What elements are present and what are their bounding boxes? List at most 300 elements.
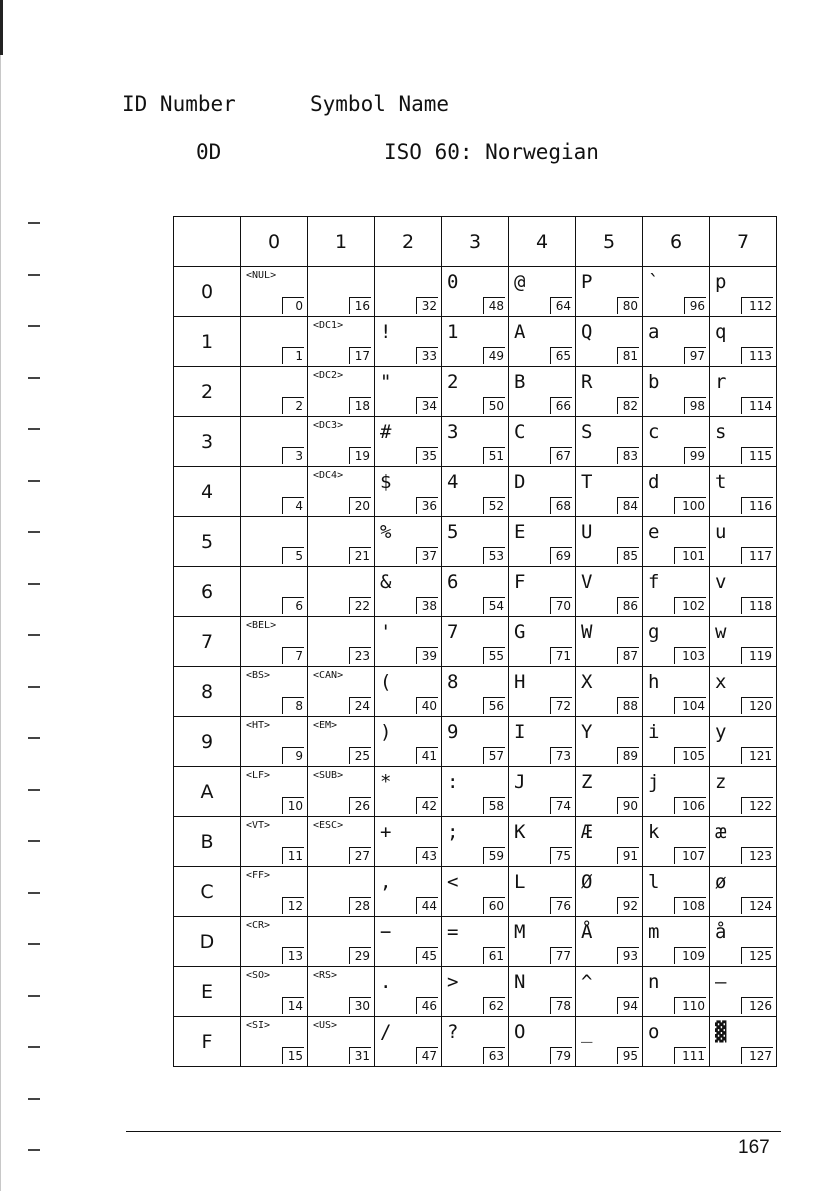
code-cell: [375, 717, 442, 767]
code-cell: [643, 917, 710, 967]
character-glyph: Æ: [581, 821, 593, 843]
decimal-code-box: 28: [349, 897, 371, 914]
code-cell: [643, 967, 710, 1017]
character-glyph: Y: [581, 721, 593, 743]
margin-tick: [28, 222, 40, 224]
decimal-code-box: 63: [483, 1047, 505, 1064]
decimal-code-box: 17: [349, 347, 371, 364]
decimal-code-box: 100: [674, 497, 706, 514]
character-glyph: +: [380, 821, 392, 843]
margin-tick: [28, 428, 40, 430]
decimal-code-box: 34: [416, 397, 438, 414]
character-glyph: B: [514, 371, 526, 393]
column-header: 1: [308, 217, 375, 267]
decimal-code-box: 102: [674, 597, 706, 614]
decimal-code-box: 75: [550, 847, 572, 864]
margin-tick: [28, 686, 40, 688]
character-glyph: w: [715, 621, 727, 643]
code-cell: [643, 667, 710, 717]
character-glyph: O: [514, 1021, 526, 1043]
code-cell: [509, 317, 576, 367]
code-cell: [375, 417, 442, 467]
row-header: A: [174, 767, 241, 817]
code-cell: [710, 967, 777, 1017]
character-code-table: [173, 216, 777, 1067]
character-glyph: k: [648, 821, 660, 843]
code-cell: [241, 667, 308, 717]
code-cell: [375, 967, 442, 1017]
table-row: [174, 467, 777, 517]
row-header: 7: [174, 617, 241, 667]
character-glyph: x: [715, 671, 727, 693]
decimal-code-box: 5: [282, 547, 304, 564]
character-glyph: ?: [447, 1021, 459, 1043]
character-glyph: l: [648, 871, 660, 893]
character-glyph: d: [648, 471, 660, 493]
character-glyph: 7: [447, 621, 459, 643]
row-header: 2: [174, 367, 241, 417]
code-cell: [241, 917, 308, 967]
row-header: 0: [174, 267, 241, 317]
code-cell: [308, 567, 375, 617]
decimal-code-box: 83: [617, 447, 639, 464]
code-cell: [643, 817, 710, 867]
table-row: [174, 517, 777, 567]
code-cell: [442, 1017, 509, 1067]
decimal-code-box: 85: [617, 547, 639, 564]
decimal-code-box: 110: [674, 997, 706, 1014]
decimal-code-box: 59: [483, 847, 505, 864]
character-glyph: T: [581, 471, 593, 493]
code-cell: [509, 717, 576, 767]
decimal-code-box: 69: [550, 547, 572, 564]
character-glyph: e: [648, 521, 660, 543]
code-cell: [710, 917, 777, 967]
code-cell: [643, 417, 710, 467]
decimal-code-box: 112: [741, 297, 773, 314]
character-glyph: @: [514, 271, 526, 293]
table-row: [174, 417, 777, 467]
control-code-label: <BEL>: [246, 620, 277, 631]
character-glyph: Å: [581, 921, 593, 943]
character-glyph: >: [447, 971, 459, 993]
code-cell: [710, 567, 777, 617]
decimal-code-box: 122: [741, 797, 773, 814]
decimal-code-box: 80: [617, 297, 639, 314]
code-cell: [576, 917, 643, 967]
character-glyph: /: [380, 1021, 392, 1043]
code-cell: [375, 467, 442, 517]
decimal-code-box: 35: [416, 447, 438, 464]
character-glyph: ø: [715, 871, 727, 893]
control-code-label: <BS>: [246, 670, 271, 681]
control-code-label: <SO>: [246, 970, 271, 981]
control-code-label: <DC3>: [313, 420, 344, 431]
decimal-code-box: 32: [416, 297, 438, 314]
code-cell: [509, 267, 576, 317]
decimal-code-box: 105: [674, 747, 706, 764]
decimal-code-box: 66: [550, 397, 572, 414]
code-cell: [576, 317, 643, 367]
code-cell: [643, 617, 710, 667]
decimal-code-box: 9: [282, 747, 304, 764]
code-cell: [643, 367, 710, 417]
margin-tick: [28, 943, 40, 945]
character-glyph: 8: [447, 671, 459, 693]
character-glyph: h: [648, 671, 660, 693]
decimal-code-box: 60: [483, 897, 505, 914]
decimal-code-box: 51: [483, 447, 505, 464]
code-cell: [509, 467, 576, 517]
character-glyph: `: [648, 271, 660, 293]
column-header: 4: [509, 217, 576, 267]
symbol-name-value: ISO 60: Norwegian: [384, 140, 599, 164]
row-header: 1: [174, 317, 241, 367]
code-cell: [710, 317, 777, 367]
code-cell: [308, 967, 375, 1017]
control-code-label: <ESC>: [313, 820, 344, 831]
character-glyph: c: [648, 421, 660, 443]
code-cell: [509, 367, 576, 417]
decimal-code-box: 61: [483, 947, 505, 964]
character-glyph: P: [581, 271, 593, 293]
character-glyph: C: [514, 421, 526, 443]
decimal-code-box: 127: [741, 1047, 773, 1064]
code-cell: [576, 617, 643, 667]
character-glyph: U: [581, 521, 593, 543]
row-header: 3: [174, 417, 241, 467]
decimal-code-box: 91: [617, 847, 639, 864]
code-cell: [710, 1017, 777, 1067]
character-glyph: æ: [715, 821, 727, 843]
code-cell: [643, 467, 710, 517]
decimal-code-box: 72: [550, 697, 572, 714]
decimal-code-box: 0: [282, 297, 304, 314]
character-glyph: g: [648, 621, 660, 643]
decimal-code-box: 73: [550, 747, 572, 764]
character-glyph: %: [380, 521, 392, 543]
decimal-code-box: 8: [282, 697, 304, 714]
id-number-label: ID Number: [122, 92, 236, 116]
decimal-code-box: 106: [674, 797, 706, 814]
character-glyph: 2: [447, 371, 459, 393]
character-glyph: 6: [447, 571, 459, 593]
margin-tick: [28, 274, 40, 276]
decimal-code-box: 120: [741, 697, 773, 714]
decimal-code-box: 79: [550, 1047, 572, 1064]
code-cell: [241, 867, 308, 917]
margin-tick: [28, 325, 40, 327]
decimal-code-box: 19: [349, 447, 371, 464]
control-code-label: <SI>: [246, 1020, 271, 1031]
decimal-code-box: 46: [416, 997, 438, 1014]
decimal-code-box: 42: [416, 797, 438, 814]
table-row: [174, 317, 777, 367]
code-cell: [643, 867, 710, 917]
code-cell: [710, 717, 777, 767]
decimal-code-box: 95: [617, 1047, 639, 1064]
control-code-label: <RS>: [313, 970, 338, 981]
decimal-code-box: 94: [617, 997, 639, 1014]
code-cell: [576, 367, 643, 417]
code-cell: [643, 517, 710, 567]
row-header: F: [174, 1017, 241, 1067]
decimal-code-box: 49: [483, 347, 505, 364]
code-cell: [442, 317, 509, 367]
decimal-code-box: 3: [282, 447, 304, 464]
code-cell: [643, 717, 710, 767]
code-cell: [241, 517, 308, 567]
code-cell: [643, 567, 710, 617]
decimal-code-box: 30: [349, 997, 371, 1014]
decimal-code-box: 21: [349, 547, 371, 564]
character-glyph: :: [447, 771, 459, 793]
control-code-label: <CAN>: [313, 670, 344, 681]
decimal-code-box: 16: [349, 297, 371, 314]
code-cell: [509, 867, 576, 917]
column-header: 0: [241, 217, 308, 267]
decimal-code-box: 82: [617, 397, 639, 414]
row-header: E: [174, 967, 241, 1017]
character-glyph: (: [380, 671, 392, 693]
table-row: [174, 717, 777, 767]
decimal-code-box: 18: [349, 397, 371, 414]
decimal-code-box: 4: [282, 497, 304, 514]
code-cell: [576, 1017, 643, 1067]
decimal-code-box: 101: [674, 547, 706, 564]
decimal-code-box: 12: [282, 897, 304, 914]
column-header: 5: [576, 217, 643, 267]
margin-tick: [28, 531, 40, 533]
character-glyph: D: [514, 471, 526, 493]
code-cell: [308, 417, 375, 467]
code-cell: [509, 567, 576, 617]
character-glyph: 4: [447, 471, 459, 493]
character-glyph: m: [648, 921, 660, 943]
code-cell: [710, 517, 777, 567]
margin-tick: [28, 480, 40, 482]
code-cell: [576, 867, 643, 917]
code-cell: [509, 817, 576, 867]
decimal-code-box: 45: [416, 947, 438, 964]
decimal-code-box: 99: [684, 447, 706, 464]
character-glyph: −: [380, 921, 392, 943]
code-cell: [710, 267, 777, 317]
character-glyph: $: [380, 471, 392, 493]
code-cell: [509, 967, 576, 1017]
decimal-code-box: 64: [550, 297, 572, 314]
decimal-code-box: 123: [741, 847, 773, 864]
code-cell: [509, 617, 576, 667]
table-row: [174, 617, 777, 667]
decimal-code-box: 87: [617, 647, 639, 664]
code-cell: [241, 967, 308, 1017]
row-header: 5: [174, 517, 241, 567]
character-glyph: #: [380, 421, 392, 443]
code-cell: [576, 517, 643, 567]
character-glyph: .: [380, 971, 392, 993]
decimal-code-box: 27: [349, 847, 371, 864]
character-glyph: *: [380, 771, 392, 793]
decimal-code-box: 93: [617, 947, 639, 964]
code-cell: [710, 467, 777, 517]
decimal-code-box: 77: [550, 947, 572, 964]
table-row: [174, 567, 777, 617]
row-header: 8: [174, 667, 241, 717]
code-cell: [643, 267, 710, 317]
control-code-label: <DC2>: [313, 370, 344, 381]
decimal-code-box: 103: [674, 647, 706, 664]
code-cell: [241, 417, 308, 467]
footer-rule: [126, 1131, 781, 1132]
decimal-code-box: 56: [483, 697, 505, 714]
decimal-code-box: 121: [741, 747, 773, 764]
code-cell: [442, 917, 509, 967]
code-cell: [375, 617, 442, 667]
table-row: [174, 767, 777, 817]
code-cell: [643, 767, 710, 817]
column-header-row: [174, 217, 777, 267]
character-glyph: å: [715, 921, 727, 943]
decimal-code-box: 118: [741, 597, 773, 614]
control-code-label: <VT>: [246, 820, 271, 831]
character-glyph: j: [648, 771, 660, 793]
code-cell: [442, 967, 509, 1017]
decimal-code-box: 54: [483, 597, 505, 614]
code-cell: [308, 517, 375, 567]
decimal-code-box: 38: [416, 597, 438, 614]
code-cell: [442, 267, 509, 317]
code-cell: [442, 867, 509, 917]
decimal-code-box: 126: [741, 997, 773, 1014]
character-glyph: o: [648, 1021, 660, 1043]
code-cell: [241, 317, 308, 367]
page-number: 167: [738, 1137, 770, 1158]
character-glyph: u: [715, 521, 727, 543]
code-cell: [308, 1017, 375, 1067]
control-code-label: <LF>: [246, 770, 271, 781]
decimal-code-box: 2: [282, 397, 304, 414]
decimal-code-box: 76: [550, 897, 572, 914]
decimal-code-box: 88: [617, 697, 639, 714]
character-glyph: I: [514, 721, 526, 743]
character-glyph: R: [581, 371, 593, 393]
decimal-code-box: 41: [416, 747, 438, 764]
margin-tick: [28, 634, 40, 636]
decimal-code-box: 53: [483, 547, 505, 564]
code-cell: [442, 517, 509, 567]
column-header: 6: [643, 217, 710, 267]
character-glyph: &: [380, 571, 392, 593]
character-glyph: t: [715, 471, 727, 493]
decimal-code-box: 70: [550, 597, 572, 614]
character-glyph: J: [514, 771, 526, 793]
code-cell: [241, 367, 308, 417]
column-header: 2: [375, 217, 442, 267]
code-cell: [375, 867, 442, 917]
character-glyph: H: [514, 671, 526, 693]
margin-tick: [28, 1149, 40, 1151]
code-cell: [241, 717, 308, 767]
character-glyph: N: [514, 971, 526, 993]
code-cell: [442, 767, 509, 817]
decimal-code-box: 81: [617, 347, 639, 364]
code-cell: [308, 767, 375, 817]
decimal-code-box: 10: [282, 797, 304, 814]
code-cell: [509, 767, 576, 817]
character-glyph: Ø: [581, 871, 593, 893]
decimal-code-box: 111: [674, 1047, 706, 1064]
binding-bar: [0, 0, 3, 55]
code-cell: [308, 817, 375, 867]
code-cell: [710, 867, 777, 917]
code-cell: [241, 617, 308, 667]
table-row: [174, 817, 777, 867]
control-code-label: <US>: [313, 1020, 338, 1031]
character-glyph: n: [648, 971, 660, 993]
decimal-code-box: 96: [684, 297, 706, 314]
column-header: 3: [442, 217, 509, 267]
character-glyph: —: [715, 971, 727, 993]
decimal-code-box: 92: [617, 897, 639, 914]
margin-tick: [28, 1098, 40, 1100]
id-number-value: 0D: [196, 140, 222, 164]
decimal-code-box: 24: [349, 697, 371, 714]
character-glyph: V: [581, 571, 593, 593]
character-glyph: !: [380, 321, 392, 343]
row-header: C: [174, 867, 241, 917]
character-glyph: a: [648, 321, 660, 343]
code-cell: [509, 417, 576, 467]
margin-tick: [28, 995, 40, 997]
decimal-code-box: 48: [483, 297, 505, 314]
code-cell: [576, 717, 643, 767]
code-cell: [375, 667, 442, 717]
decimal-code-box: 33: [416, 347, 438, 364]
control-code-label: <HT>: [246, 720, 271, 731]
decimal-code-box: 125: [741, 947, 773, 964]
decimal-code-box: 65: [550, 347, 572, 364]
decimal-code-box: 115: [741, 447, 773, 464]
code-cell: [509, 917, 576, 967]
code-cell: [576, 467, 643, 517]
row-header: 6: [174, 567, 241, 617]
character-glyph: ▓: [715, 1021, 727, 1043]
decimal-code-box: 26: [349, 797, 371, 814]
code-cell: [375, 517, 442, 567]
decimal-code-box: 29: [349, 947, 371, 964]
character-glyph: p: [715, 271, 727, 293]
decimal-code-box: 7: [282, 647, 304, 664]
decimal-code-box: 98: [684, 397, 706, 414]
symbol-name-label: Symbol Name: [310, 92, 450, 116]
character-glyph: F: [514, 571, 526, 593]
code-cell: [710, 617, 777, 667]
character-glyph: ': [380, 621, 392, 643]
control-code-label: <CR>: [246, 920, 271, 931]
code-cell: [509, 1017, 576, 1067]
control-code-label: <DC4>: [313, 470, 344, 481]
control-code-label: <SUB>: [313, 770, 344, 781]
code-cell: [308, 717, 375, 767]
decimal-code-box: 37: [416, 547, 438, 564]
decimal-code-box: 15: [282, 1047, 304, 1064]
decimal-code-box: 25: [349, 747, 371, 764]
decimal-code-box: 23: [349, 647, 371, 664]
decimal-code-box: 113: [741, 347, 773, 364]
decimal-code-box: 43: [416, 847, 438, 864]
character-glyph: A: [514, 321, 526, 343]
